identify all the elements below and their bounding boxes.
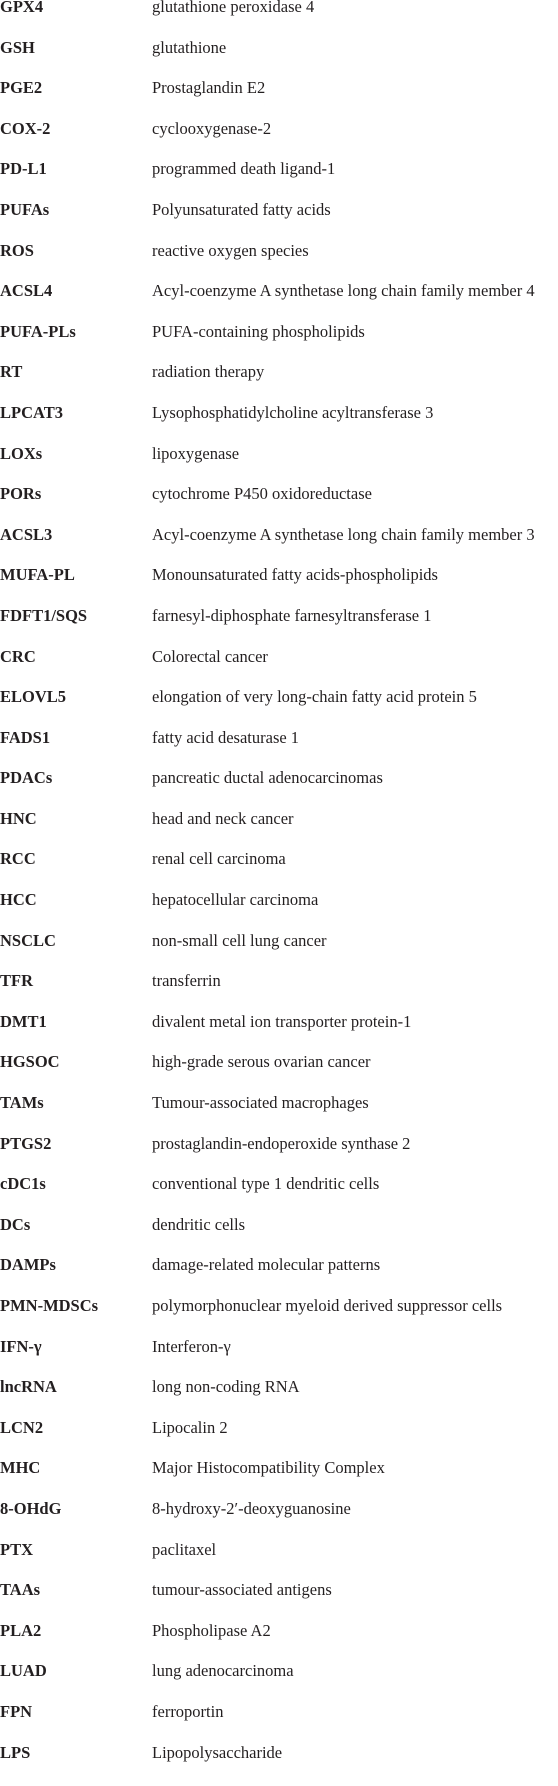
abbreviation-term: NSCLC [0, 930, 56, 950]
abbreviation-term: GPX4 [0, 0, 44, 16]
abbreviation-definition: conventional type 1 dendritic cells [152, 1174, 380, 1194]
abbreviation-row [0, 0, 558, 41]
abbreviation-term: ACSL4 [0, 281, 53, 301]
abbreviation-row [0, 1214, 558, 1259]
abbreviation-term: HNC [0, 808, 37, 828]
abbreviation-row [0, 1011, 558, 1056]
abbreviation-definition: glutathione [152, 37, 227, 57]
abbreviation-row [0, 1174, 558, 1218]
abbreviation-term: FADS1 [0, 727, 51, 747]
abbreviation-definition: fatty acid desaturase 1 [152, 727, 300, 747]
abbreviation-definition: Monounsaturated fatty acids-phospholipids [152, 565, 438, 585]
abbreviation-row [0, 1296, 558, 1340]
abbreviation-row [0, 1701, 558, 1746]
abbreviation-term: PDACs [0, 768, 53, 788]
abbreviation-term: PD-L1 [0, 159, 47, 179]
abbreviation-row [0, 1133, 558, 1178]
abbreviation-definition: dendritic cells [152, 1214, 246, 1234]
abbreviation-row [0, 118, 558, 163]
abbreviation-term: LPS [0, 1742, 31, 1762]
abbreviation-term: PLA2 [0, 1620, 42, 1640]
abbreviation-row [0, 605, 558, 650]
abbreviation-definition: Tumour-associated macrophages [152, 1093, 369, 1113]
abbreviation-row [0, 565, 558, 609]
abbreviation-definition: pancreatic ductal adenocarcinomas [152, 768, 383, 788]
abbreviation-definition: farnesyl-diphosphate farnesyltransferase 1 [152, 605, 432, 625]
abbreviation-definition: Lipopolysaccharide [152, 1742, 283, 1762]
abbreviation-definition: head and neck cancer [152, 808, 294, 828]
abbreviation-row [0, 78, 558, 122]
abbreviation-term: COX-2 [0, 118, 51, 138]
abbreviation-definition: ferroportin [152, 1701, 224, 1721]
abbreviation-definition: cyclooxygenase-2 [152, 118, 272, 138]
abbreviation-row [0, 1377, 558, 1421]
abbreviation-term: CRC [0, 646, 36, 666]
abbreviation-definition: high-grade serous ovarian cancer [152, 1052, 371, 1072]
abbreviation-term: GSH [0, 37, 35, 57]
abbreviation-term: PTX [0, 1539, 33, 1559]
abbreviation-term: LUAD [0, 1661, 47, 1681]
abbreviation-definition: programmed death ligand-1 [152, 159, 336, 179]
abbreviation-row [0, 1052, 558, 1096]
abbreviation-row [0, 1580, 558, 1624]
abbreviation-definition: Interferon-γ [152, 1336, 231, 1356]
abbreviation-definition: paclitaxel [152, 1539, 217, 1559]
abbreviation-definition: Lipocalin 2 [152, 1417, 228, 1437]
abbreviation-row [0, 808, 558, 853]
abbreviation-term: LOXs [0, 443, 43, 463]
abbreviation-definition: non-small cell lung cancer [152, 930, 327, 950]
abbreviation-row [0, 768, 558, 812]
abbreviation-term: lncRNA [0, 1377, 57, 1397]
abbreviation-definition: Major Histocompatibility Complex [152, 1458, 385, 1478]
abbreviation-definition: tumour-associated antigens [152, 1580, 332, 1600]
abbreviation-row [0, 240, 558, 285]
abbreviation-term: 8-OHdG [0, 1498, 62, 1518]
abbreviation-row [0, 362, 558, 406]
abbreviation-definition: reactive oxygen species [152, 240, 309, 260]
abbreviation-row [0, 281, 558, 325]
abbreviation-definition: Phospholipase A2 [152, 1620, 271, 1640]
abbreviation-term: LCN2 [0, 1417, 44, 1437]
abbreviation-row [0, 159, 558, 203]
abbreviation-definition: radiation therapy [152, 362, 265, 382]
abbreviation-row [0, 402, 558, 447]
abbreviation-definition: damage-related molecular patterns [152, 1255, 381, 1275]
abbreviation-definition: hepatocellular carcinoma [152, 890, 319, 910]
abbreviation-term: ACSL3 [0, 524, 53, 544]
abbreviation-definition: transferrin [152, 971, 221, 991]
abbreviation-row [0, 199, 558, 244]
abbreviation-term: TAMs [0, 1093, 44, 1113]
abbreviation-row [0, 1255, 558, 1299]
abbreviation-definition: cytochrome P450 oxidoreductase [152, 484, 372, 504]
abbreviation-term: MUFA-PL [0, 565, 75, 585]
abbreviation-row [0, 849, 558, 893]
abbreviation-row [0, 321, 558, 366]
abbreviation-definition: polymorphonuclear myeloid derived suppressor cells [152, 1296, 503, 1315]
abbreviation-row [0, 1620, 558, 1665]
abbreviation-definition: Acyl-coenzyme A synthetase long chain family member 4 [152, 281, 535, 301]
abbreviation-term: PTGS2 [0, 1133, 52, 1153]
abbreviation-term: PUFA-PLs [0, 321, 76, 341]
abbreviation-term: LPCAT3 [0, 402, 63, 422]
abbreviation-row [0, 1539, 558, 1584]
abbreviation-row [0, 443, 558, 488]
abbreviation-term: TFR [0, 971, 33, 991]
abbreviation-row [0, 1417, 558, 1462]
abbreviation-definition: elongation of very long-chain fatty acid protein 5 [152, 687, 477, 707]
abbreviation-term: HGSOC [0, 1052, 60, 1072]
abbreviation-term: PUFAs [0, 199, 50, 219]
abbreviation-term: PORs [0, 484, 42, 504]
abbreviation-row [0, 484, 558, 528]
abbreviation-row [0, 1742, 558, 1786]
abbreviation-definition: prostaglandin-endoperoxide synthase 2 [152, 1133, 411, 1153]
abbreviation-row [0, 1093, 558, 1137]
abbreviation-term: ELOVL5 [0, 687, 67, 707]
abbreviation-row [0, 890, 558, 934]
abbreviation-definition: glutathione peroxidase 4 [152, 0, 315, 16]
abbreviation-row [0, 1458, 558, 1502]
abbreviation-term: MHC [0, 1458, 41, 1478]
abbreviation-definition: long non-coding RNA [152, 1377, 300, 1397]
abbreviation-row [0, 524, 558, 569]
abbreviation-term: DAMPs [0, 1255, 56, 1275]
abbreviation-term: DMT1 [0, 1011, 47, 1031]
abbreviation-term: RT [0, 362, 23, 382]
abbreviation-definition: divalent metal ion transporter protein-1 [152, 1011, 412, 1031]
abbreviation-definition: PUFA-containing phospholipids [152, 321, 365, 341]
abbreviation-row [0, 930, 558, 975]
abbreviation-definition: renal cell carcinoma [152, 849, 286, 869]
abbreviation-row [0, 646, 558, 691]
abbreviation-definition: Acyl-coenzyme A synthetase long chain family member 3 [152, 524, 535, 544]
abbreviation-row [0, 1336, 558, 1381]
abbreviation-row [0, 971, 558, 1015]
abbreviation-term: PGE2 [0, 78, 43, 98]
abbreviation-term: IFN-γ [0, 1336, 42, 1356]
abbreviation-term: FPN [0, 1701, 33, 1721]
abbreviation-term: FDFT1/SQS [0, 605, 88, 625]
abbreviation-term: HCC [0, 890, 37, 910]
abbreviation-row [0, 37, 558, 82]
abbreviation-row [0, 727, 558, 772]
abbreviation-definition: lipoxygenase [152, 443, 240, 463]
abbreviation-row [0, 1498, 558, 1543]
abbreviation-term: PMN-MDSCs [0, 1296, 99, 1315]
abbreviation-definition: Colorectal cancer [152, 646, 268, 666]
abbreviation-row [0, 687, 558, 731]
abbreviation-definition: lung adenocarcinoma [152, 1661, 294, 1681]
abbreviation-term: DCs [0, 1214, 31, 1234]
abbreviation-term: RCC [0, 849, 36, 869]
abbreviation-term: ROS [0, 240, 34, 260]
abbreviation-definition: Lysophosphatidylcholine acyltransferase 3 [152, 402, 434, 422]
abbreviation-row [0, 1661, 558, 1705]
abbreviation-definition: Prostaglandin E2 [152, 78, 266, 98]
abbreviation-term: TAAs [0, 1580, 41, 1600]
abbreviation-definition: Polyunsaturated fatty acids [152, 199, 331, 219]
abbreviation-definition: 8-hydroxy-2′-deoxyguanosine [152, 1498, 351, 1518]
abbreviation-term: cDC1s [0, 1174, 46, 1194]
